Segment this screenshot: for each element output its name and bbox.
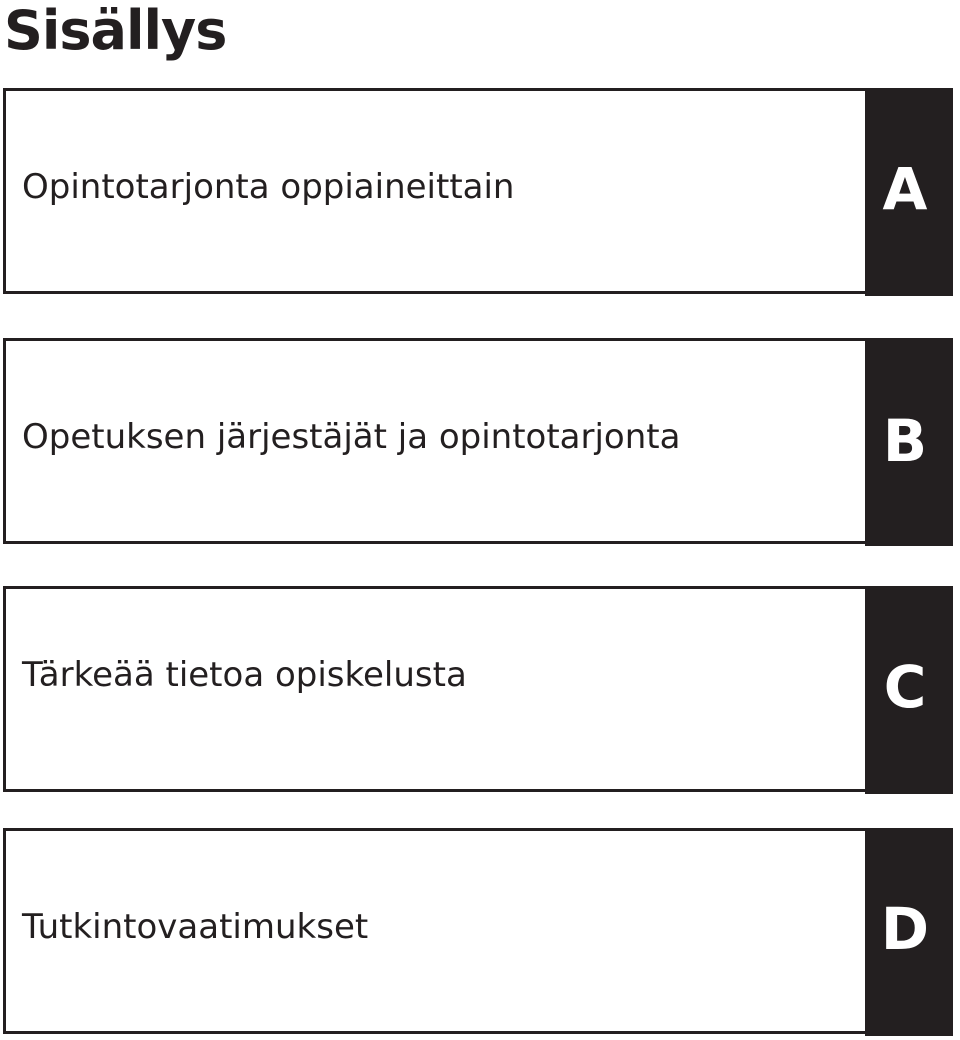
section-label: Tärkeää tietoa opiskelusta [22, 655, 467, 695]
section-tab[interactable] [865, 828, 953, 1036]
page-title: Sisällys [4, 0, 227, 62]
section-box [3, 828, 868, 1034]
section-tab[interactable] [865, 586, 953, 794]
section-d[interactable] [3, 828, 953, 1036]
section-letter: D [880, 895, 930, 963]
section-box [3, 338, 868, 544]
section-a[interactable] [3, 88, 953, 296]
section-label: Tutkintovaatimukset [22, 907, 369, 947]
section-box [3, 88, 868, 294]
section-c[interactable] [3, 586, 953, 794]
section-label: Opetuksen järjestäjät ja opintotarjonta [22, 417, 681, 457]
section-letter: C [883, 653, 927, 721]
section-tab[interactable] [865, 88, 953, 296]
section-label: Opintotarjonta oppiaineittain [22, 167, 515, 207]
section-letter: A [882, 155, 928, 223]
section-tab[interactable] [865, 338, 953, 546]
section-letter: B [882, 407, 928, 475]
section-b[interactable] [3, 338, 953, 546]
section-box [3, 586, 868, 792]
